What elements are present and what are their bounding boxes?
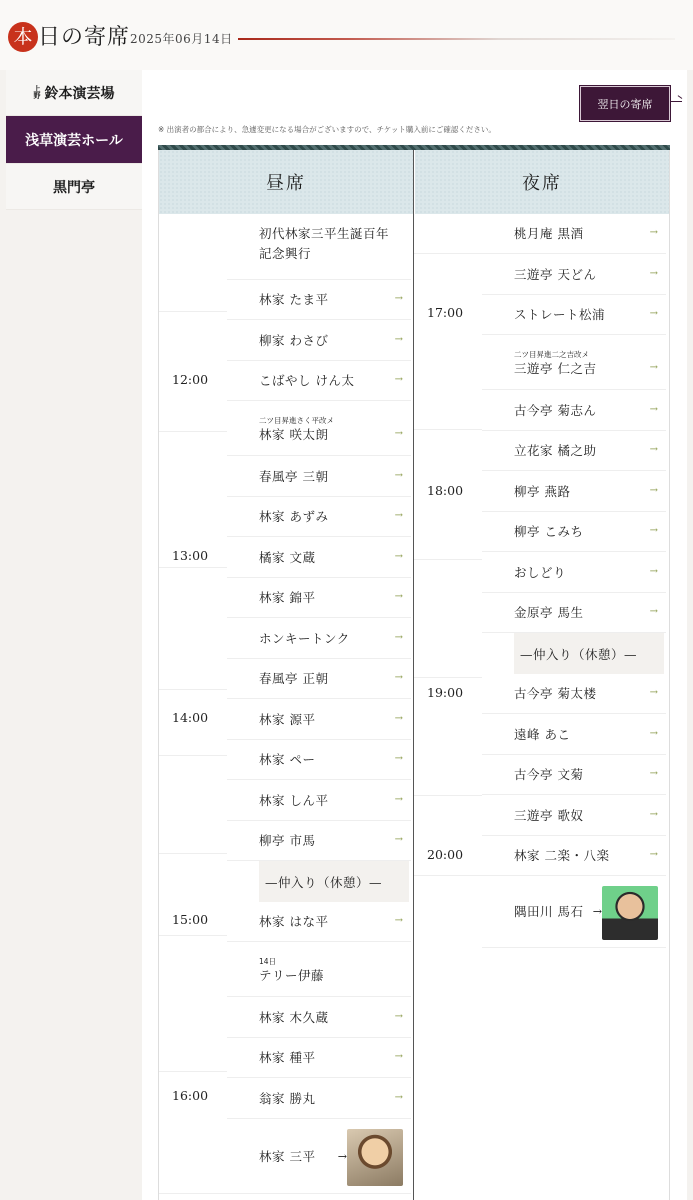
- performer-name: テリー伊藤: [259, 968, 325, 983]
- performer-row[interactable]: [227, 1078, 411, 1119]
- performer-name: 林家 あずみ: [259, 509, 329, 524]
- time-label: 17:00: [427, 305, 464, 320]
- arrow-right-icon: →: [649, 308, 658, 319]
- performer-note: 14日: [259, 957, 277, 966]
- performer-name: こばやし けん太: [259, 373, 355, 388]
- performer-row[interactable]: [482, 876, 666, 948]
- performer-photo: [602, 886, 658, 940]
- time-cell: [159, 756, 227, 854]
- performer-row[interactable]: [482, 431, 666, 471]
- performer-row[interactable]: [482, 471, 666, 512]
- performer-row[interactable]: [227, 1038, 411, 1078]
- arrow-right-icon: →: [394, 794, 403, 805]
- performer-row[interactable]: [482, 714, 666, 755]
- performer-row[interactable]: [482, 335, 666, 390]
- arrow-right-icon: →: [649, 268, 658, 279]
- performer-row[interactable]: [227, 361, 411, 401]
- performer-row[interactable]: [482, 674, 666, 714]
- performer-name: 柳家 わさび: [259, 333, 329, 348]
- arrow-right-icon: →: [649, 849, 658, 860]
- performer-row[interactable]: [227, 214, 411, 280]
- night-program-column: [414, 150, 670, 1200]
- arrow-right-icon: →: [649, 687, 658, 698]
- performer-name: 三遊亭 天どん: [514, 267, 597, 282]
- performer-note: 二ツ目昇進二之吉改メ: [514, 350, 589, 359]
- performer-row[interactable]: [227, 578, 411, 618]
- performer-row[interactable]: [227, 320, 411, 361]
- performer-name: 春風亭 三朝: [259, 469, 329, 484]
- performer-row[interactable]: [227, 401, 411, 456]
- arrow-right-icon: →: [394, 334, 403, 345]
- performer-note: 二ツ目昇進さく平改メ: [259, 416, 334, 425]
- performer-row[interactable]: [482, 593, 666, 633]
- time-label: 14:00: [172, 710, 209, 725]
- arrow-right-icon: →: [649, 809, 658, 820]
- performer-row[interactable]: [482, 512, 666, 552]
- performer-name: 林家 しん平: [259, 793, 329, 808]
- time-label: 12:00: [172, 372, 209, 387]
- performer-row[interactable]: [227, 902, 411, 942]
- performer-name: 林家 たま平: [259, 292, 329, 307]
- performer-row[interactable]: [227, 497, 411, 537]
- performer-row[interactable]: [227, 280, 411, 320]
- header-divider: [238, 38, 675, 40]
- venue-label: 黒門亭: [53, 179, 95, 196]
- performer-row[interactable]: [227, 780, 411, 821]
- arrow-right-icon: →: [394, 428, 403, 439]
- schedule-panel: [142, 70, 687, 1200]
- performer-row[interactable]: [227, 997, 411, 1038]
- time-cell: [159, 568, 227, 690]
- page-title: 日の寄席: [38, 25, 131, 50]
- arrow-right-icon: →: [394, 551, 403, 562]
- arrow-right-icon: →: [394, 510, 403, 521]
- sidebar-item-kuromontei[interactable]: [6, 164, 142, 210]
- arrow-right-icon: →: [394, 713, 403, 724]
- performer-name: 林家 木久蔵: [259, 1010, 329, 1025]
- performer-name: 林家 錦平: [259, 590, 316, 605]
- performer-name: 遠峰 あこ: [514, 727, 571, 742]
- time-label: 15:00: [172, 912, 209, 927]
- performer-row[interactable]: [227, 740, 411, 780]
- time-label: 13:00: [172, 548, 209, 563]
- performer-row[interactable]: [482, 214, 666, 254]
- performer-row[interactable]: [227, 821, 411, 861]
- schedule-notice: ※ 出演者の都合により、急遽変更になる場合がございますので、チケット購入前にご確認ください。: [158, 125, 496, 134]
- intermission-row: —仲入り（休憩）—: [259, 861, 409, 902]
- performer-name: 林家 源平: [259, 712, 316, 727]
- time-cell: [414, 214, 482, 254]
- performer-name: 橘家 文蔵: [259, 550, 316, 565]
- venue-prefix: 上野: [33, 84, 41, 100]
- performer-name: 林家 咲太朗: [259, 427, 329, 442]
- arrow-right-icon: →: [649, 404, 658, 415]
- performer-name: ホンキートンク: [259, 631, 350, 646]
- performer-row[interactable]: [227, 1119, 411, 1194]
- performer-name: 初代林家三平生誕百年記念興行: [259, 226, 390, 261]
- performer-name: 林家 二楽・八楽: [514, 848, 610, 863]
- performer-row[interactable]: [227, 618, 411, 659]
- performer-name: 三遊亭 歌奴: [514, 808, 584, 823]
- performer-name: 桃月庵 黒酒: [514, 226, 584, 241]
- arrow-right-icon: →: [649, 768, 658, 779]
- performer-row[interactable]: [482, 836, 666, 876]
- arrow-right-icon: →: [649, 362, 658, 373]
- schedule-columns: [158, 150, 670, 1200]
- performer-name: 古今亭 文菊: [514, 767, 584, 782]
- performer-row[interactable]: [482, 552, 666, 593]
- performer-name: 柳亭 市馬: [259, 833, 316, 848]
- arrow-right-icon: →: [394, 1092, 403, 1103]
- performer-name: 林家 はな平: [259, 914, 329, 929]
- arrow-right-icon: →: [394, 834, 403, 845]
- arrow-right-icon: →: [394, 591, 403, 602]
- arrow-right-icon: →: [649, 485, 658, 496]
- time-label: 19:00: [427, 685, 464, 700]
- performer-name: ストレート松浦: [514, 307, 606, 322]
- arrow-right-icon: →: [394, 632, 403, 643]
- performer-name: 三遊亭 仁之吉: [514, 361, 597, 376]
- arrow-right-icon: →: [649, 728, 658, 739]
- sidebar-item-asakusa[interactable]: [6, 116, 142, 164]
- arrow-right-icon: →: [394, 1011, 403, 1022]
- performer-name: 隅田川 馬石: [514, 904, 584, 919]
- performer-row[interactable]: [482, 390, 666, 431]
- performer-photo: [347, 1129, 403, 1186]
- arrow-right-icon: →: [394, 374, 403, 385]
- time-label: 20:00: [427, 847, 464, 862]
- performer-name: 翁家 勝丸: [259, 1091, 316, 1106]
- arrow-right-icon: →: [337, 1150, 347, 1163]
- time-cell: [414, 254, 482, 430]
- performer-row[interactable]: [482, 755, 666, 795]
- arrow-right-icon: →: [592, 905, 602, 918]
- performer-name: 柳亭 こみち: [514, 524, 584, 539]
- arrow-right-icon: →: [394, 753, 403, 764]
- night-program-heading: 夜席: [414, 150, 669, 214]
- performer-name: 立花家 橘之助: [514, 443, 597, 458]
- intermission-row: —仲入り（休憩）—: [514, 633, 664, 674]
- arrow-right-icon: →: [649, 525, 658, 536]
- arrow-right-icon: →: [649, 566, 658, 577]
- arrow-right-icon: →: [649, 444, 658, 455]
- venue-label: 鈴本演芸場: [44, 85, 115, 102]
- performer-name: 古今亭 菊志ん: [514, 403, 597, 418]
- arrow-right-icon: →: [394, 672, 403, 683]
- performer-row[interactable]: [227, 456, 411, 497]
- performer-row[interactable]: [227, 537, 411, 578]
- day-program-column: [158, 150, 414, 1200]
- arrow-right-icon: →: [649, 227, 658, 238]
- performer-name: おしどり: [514, 565, 567, 580]
- performer-row[interactable]: [482, 254, 666, 295]
- arrow-right-icon: [670, 101, 682, 102]
- time-cell: [414, 560, 482, 678]
- performer-row[interactable]: [482, 795, 666, 836]
- performer-name: 柳亭 燕路: [514, 484, 571, 499]
- time-cell: [414, 796, 482, 876]
- venue-label: 浅草演芸ホール: [25, 132, 123, 149]
- arrow-right-icon: →: [394, 915, 403, 926]
- sidebar-item-suzumoto[interactable]: [6, 70, 142, 116]
- arrow-right-icon: →: [649, 606, 658, 617]
- performer-row[interactable]: [227, 659, 411, 699]
- time-label: 16:00: [172, 1088, 209, 1103]
- time-cell: [159, 936, 227, 1072]
- performer-name: 金原亭 馬生: [514, 605, 584, 620]
- performer-row[interactable]: [227, 942, 411, 997]
- arrow-right-icon: →: [394, 1051, 403, 1062]
- performer-name: 林家 三平: [259, 1149, 316, 1164]
- current-date: 2025年06月14日: [130, 32, 233, 46]
- next-day-button[interactable]: 翌日の寄席: [580, 86, 670, 121]
- time-label: 18:00: [427, 483, 464, 498]
- logo-mark: 本: [8, 22, 38, 52]
- page-header: [0, 0, 693, 70]
- performer-row[interactable]: [227, 699, 411, 740]
- performer-name: 春風亭 正朝: [259, 671, 329, 686]
- performer-row[interactable]: [482, 295, 666, 335]
- time-cell: [159, 214, 227, 312]
- performer-name: 林家 ペー: [259, 752, 316, 767]
- arrow-right-icon: →: [394, 470, 403, 481]
- arrow-right-icon: →: [394, 293, 403, 304]
- performer-name: 古今亭 菊太楼: [514, 686, 597, 701]
- venue-sidebar: [6, 70, 142, 210]
- performer-name: 林家 種平: [259, 1050, 316, 1065]
- day-program-heading: 昼席: [159, 150, 413, 214]
